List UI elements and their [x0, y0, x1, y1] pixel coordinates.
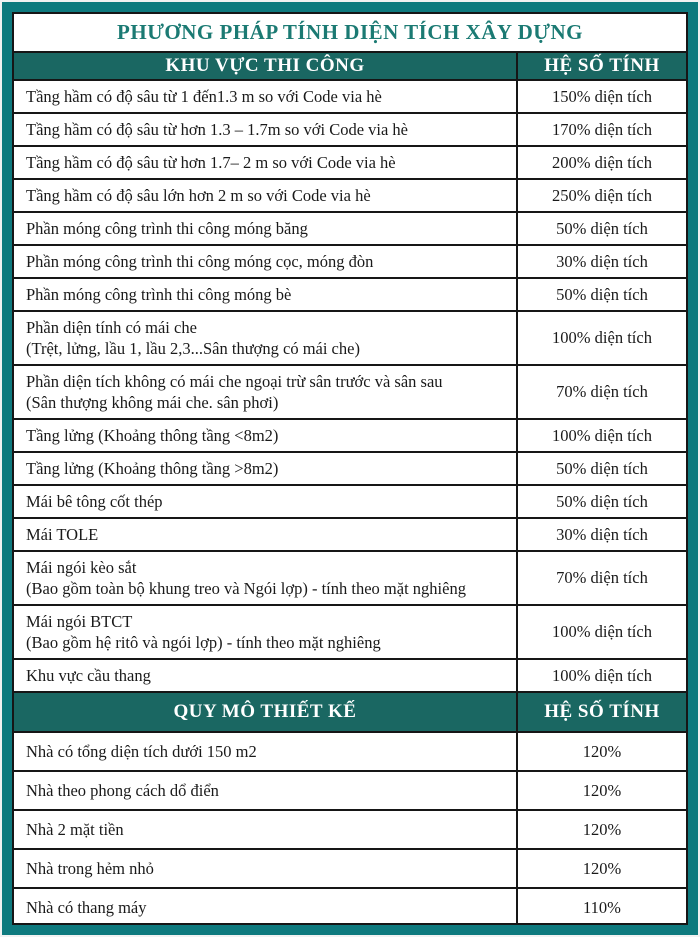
- section-header-factor: HỆ SỐ TÍNH: [517, 692, 686, 732]
- area-label: Mái bê tông cốt thép: [26, 492, 163, 511]
- area-cell: [14, 278, 517, 311]
- table-row: [14, 311, 686, 365]
- area-cell: [14, 80, 517, 113]
- factor-cell: 100% diện tích: [517, 311, 686, 365]
- area-label: Phần móng công trình thi công móng băng: [26, 219, 308, 238]
- table-row: [14, 659, 686, 692]
- area-label: Phần móng công trình thi công móng cọc, móng đòn: [26, 252, 374, 271]
- factor-cell: 50% diện tích: [517, 212, 686, 245]
- table-row: [14, 245, 686, 278]
- area-label: Tầng hầm có độ sâu từ hơn 1.3 – 1.7m so với Code via hè: [26, 120, 409, 139]
- factor-cell: 250% diện tích: [517, 179, 686, 212]
- factor-cell: 100% diện tích: [517, 419, 686, 452]
- factor-cell: 170% diện tích: [517, 113, 686, 146]
- area-label: Tầng hầm có độ sâu lớn hơn 2 m so với Code via hè: [26, 186, 371, 205]
- factor-cell: 120%: [517, 810, 686, 849]
- table-row: [14, 551, 686, 605]
- area-label: Khu vực cầu thang: [26, 666, 151, 685]
- factor-cell: 200% diện tích: [517, 146, 686, 179]
- table-row: [14, 888, 686, 925]
- area-cell: [14, 518, 517, 551]
- factor-cell: 110%: [517, 888, 686, 925]
- area-label: Tầng lửng (Khoảng thông tầng <8m2): [26, 426, 279, 445]
- section-header-factor: HỆ SỐ TÍNH: [517, 52, 686, 80]
- area-label: Nhà trong hẻm nhỏ: [26, 859, 154, 878]
- factor-cell: 120%: [517, 771, 686, 810]
- calc-table: [14, 51, 686, 925]
- area-cell: [14, 179, 517, 212]
- area-cell: [14, 113, 517, 146]
- area-cell: [14, 551, 517, 605]
- table-row: [14, 810, 686, 849]
- section-header-area: KHU VỰC THI CÔNG: [14, 52, 517, 80]
- section-header-area: QUY MÔ THIẾT KẾ: [14, 692, 517, 732]
- table-row: [14, 452, 686, 485]
- area-label: Tầng hầm có độ sâu từ hơn 1.7– 2 m so với Code via hè: [26, 153, 396, 172]
- area-label: Mái TOLE: [26, 525, 99, 544]
- area-label: Mái ngói BTCT: [26, 612, 133, 631]
- factor-cell: 50% diện tích: [517, 485, 686, 518]
- factor-cell: 100% diện tích: [517, 605, 686, 659]
- table-row: [14, 485, 686, 518]
- area-sublabel: (Bao gồm hệ ritô và ngói lợp) - tính theo mặt nghiêng: [26, 633, 381, 652]
- area-cell: [14, 365, 517, 419]
- factor-cell: 50% diện tích: [517, 452, 686, 485]
- area-cell: [14, 659, 517, 692]
- area-cell: [14, 452, 517, 485]
- area-label: Nhà có tổng diện tích dưới 150 m2: [26, 742, 257, 761]
- area-cell: [14, 212, 517, 245]
- factor-cell: 70% diện tích: [517, 551, 686, 605]
- factor-cell: 50% diện tích: [517, 278, 686, 311]
- area-label: Tầng hầm có độ sâu từ 1 đến1.3 m so với Code via hè: [26, 87, 382, 106]
- area-sublabel: (Bao gồm toàn bộ khung treo và Ngói lợp) - tính theo mặt nghiêng: [26, 579, 466, 598]
- factor-cell: 120%: [517, 732, 686, 771]
- section-header-row: [14, 52, 686, 80]
- table-row: [14, 518, 686, 551]
- area-label: Tầng lửng (Khoảng thông tầng >8m2): [26, 459, 279, 478]
- area-cell: [14, 245, 517, 278]
- table-row: [14, 849, 686, 888]
- table-row: [14, 771, 686, 810]
- table-row: [14, 179, 686, 212]
- area-label: Phần móng công trình thi công móng bè: [26, 285, 292, 304]
- area-label: Phần diện tính có mái che: [26, 318, 197, 337]
- area-cell: [14, 485, 517, 518]
- factor-cell: 100% diện tích: [517, 659, 686, 692]
- table-row: [14, 80, 686, 113]
- area-cell: [14, 146, 517, 179]
- page-title: PHƯƠNG PHÁP TÍNH DIỆN TÍCH XÂY DỰNG: [117, 20, 583, 44]
- area-label: Nhà 2 mặt tiền: [26, 820, 124, 839]
- area-label: Nhà có thang máy: [26, 898, 147, 917]
- area-cell: [14, 810, 517, 849]
- area-sublabel: (Sân thượng không mái che. sân phơi): [26, 393, 279, 412]
- table-row: [14, 365, 686, 419]
- factor-cell: 120%: [517, 849, 686, 888]
- table-row: [14, 212, 686, 245]
- factor-cell: 30% diện tích: [517, 518, 686, 551]
- table-row: [14, 278, 686, 311]
- area-label: Phần diện tích không có mái che ngoại trừ sân trước và sân sau: [26, 372, 443, 391]
- area-label: Mái ngói kèo sắt: [26, 558, 137, 577]
- area-cell: [14, 849, 517, 888]
- table-row: [14, 113, 686, 146]
- area-cell: [14, 732, 517, 771]
- table-row: [14, 419, 686, 452]
- section-header-row: [14, 692, 686, 732]
- area-label: Nhà theo phong cách dổ điển: [26, 781, 219, 800]
- area-sublabel: (Trệt, lửng, lầu 1, lầu 2,3...Sân thượng có mái che): [26, 339, 360, 358]
- area-cell: [14, 771, 517, 810]
- table-row: [14, 146, 686, 179]
- factor-cell: 70% diện tích: [517, 365, 686, 419]
- area-cell: [14, 888, 517, 925]
- table-row: [14, 732, 686, 771]
- calc-table-body: [14, 52, 686, 925]
- area-cell: [14, 605, 517, 659]
- table-row: [14, 605, 686, 659]
- area-cell: [14, 419, 517, 452]
- area-cell: [14, 311, 517, 365]
- factor-cell: 150% diện tích: [517, 80, 686, 113]
- factor-cell: 30% diện tích: [517, 245, 686, 278]
- table-panel: [12, 12, 688, 925]
